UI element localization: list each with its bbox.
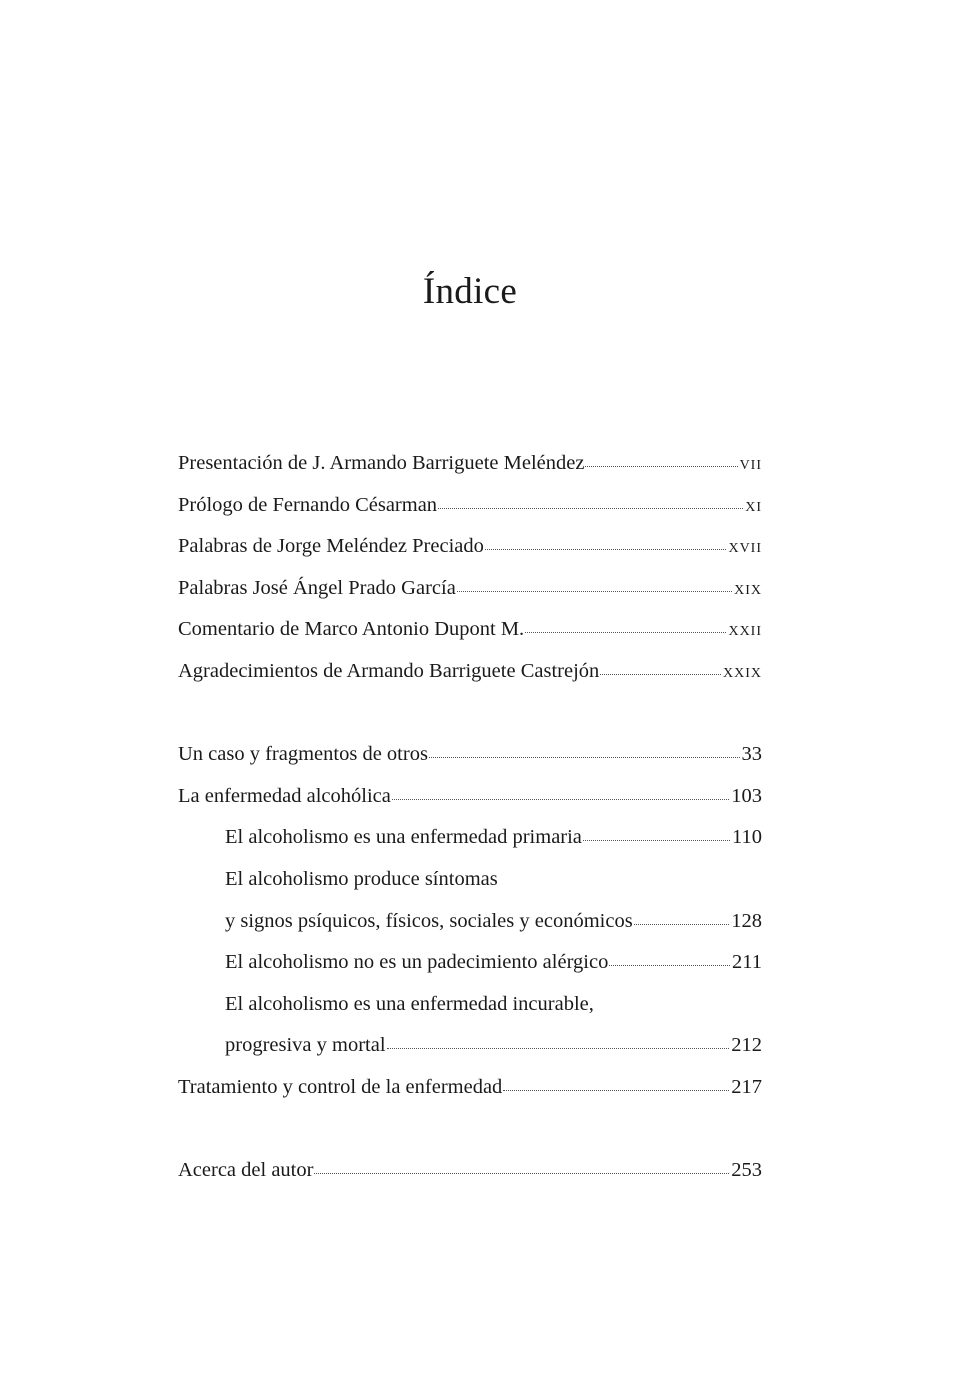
toc-page-number: 212 xyxy=(731,1034,762,1057)
toc-subentry[interactable] xyxy=(178,1025,762,1067)
dot-leader xyxy=(525,632,726,633)
toc-entry[interactable] xyxy=(178,651,762,693)
toc-page-number: 103 xyxy=(731,784,762,807)
toc-entry[interactable] xyxy=(178,526,762,568)
toc-subentry[interactable] xyxy=(178,901,762,943)
toc-entry-label: Un caso y fragmentos de otros xyxy=(178,743,428,766)
dot-leader xyxy=(503,1090,729,1091)
toc-entry-label: Acerca del autor xyxy=(178,1159,314,1182)
toc-entry[interactable] xyxy=(178,776,762,818)
dot-leader xyxy=(438,508,743,509)
table-of-contents xyxy=(178,443,762,1192)
toc-page-number: 217 xyxy=(731,1075,762,1098)
dot-leader xyxy=(392,799,729,800)
dot-leader xyxy=(457,591,732,592)
toc-page-number: 33 xyxy=(741,743,762,766)
toc-page-number: 211 xyxy=(732,951,762,974)
toc-entry[interactable] xyxy=(178,443,762,485)
dot-leader xyxy=(485,549,727,550)
toc-page-number: vii xyxy=(739,452,762,474)
dot-leader xyxy=(314,1173,729,1174)
dot-leader xyxy=(583,840,730,841)
toc-entry-label: El alcoholismo produce síntomas xyxy=(225,867,498,890)
toc-entry-label: El alcoholismo es una enfermedad primaria xyxy=(225,826,582,849)
toc-page-number: xix xyxy=(734,576,762,599)
dot-leader xyxy=(609,965,730,966)
toc-entry-label: Tratamiento y control de la enfermedad xyxy=(178,1075,503,1098)
page-title: Índice xyxy=(422,271,518,312)
toc-subentry[interactable] xyxy=(178,817,762,859)
toc-entry[interactable] xyxy=(178,609,762,651)
toc-entry-label: El alcoholismo no es un padecimiento alérgico xyxy=(225,951,609,974)
toc-entry[interactable] xyxy=(178,734,762,776)
toc-entry-label: y signos psíquicos, físicos, sociales y económicos xyxy=(225,909,633,932)
toc-entry-label: Prólogo de Fernando Césarman xyxy=(178,493,438,516)
section-spacer xyxy=(178,693,762,735)
toc-entry-label: La enfermedad alcohólica xyxy=(178,784,391,807)
toc-page-number: xxix xyxy=(723,659,762,682)
toc-subentry[interactable] xyxy=(178,942,762,984)
dot-leader xyxy=(429,757,740,758)
dot-leader xyxy=(600,674,721,675)
toc-subentry-line[interactable] xyxy=(178,859,762,901)
toc-entry-label: Presentación de J. Armando Barriguete Meléndez xyxy=(178,452,585,474)
toc-page-number: xxii xyxy=(728,618,762,641)
toc-page-number: 128 xyxy=(731,909,762,932)
toc-subentry-line[interactable] xyxy=(178,984,762,1026)
toc-entry-label: progresiva y mortal xyxy=(225,1034,386,1057)
toc-entry-label: Comentario de Marco Antonio Dupont M. xyxy=(178,618,525,641)
section-spacer xyxy=(178,1109,762,1151)
toc-entry[interactable] xyxy=(178,568,762,610)
toc-page-number: xi xyxy=(745,493,762,516)
toc-entry[interactable] xyxy=(178,1067,762,1109)
toc-entry-label: Palabras de Jorge Meléndez Preciado xyxy=(178,535,484,558)
toc-entry-label: El alcoholismo es una enfermedad incurable, xyxy=(225,992,594,1015)
toc-page-number: 253 xyxy=(731,1159,762,1182)
dot-leader xyxy=(387,1048,730,1049)
dot-leader xyxy=(634,924,730,925)
toc-entry-label: Palabras José Ángel Prado García xyxy=(178,576,456,599)
toc-entry-label: Agradecimientos de Armando Barriguete Castrejón xyxy=(178,659,600,682)
toc-entry[interactable] xyxy=(178,1150,762,1192)
toc-entry[interactable] xyxy=(178,485,762,527)
dot-leader xyxy=(585,466,737,467)
toc-page-number: 110 xyxy=(732,826,762,849)
toc-page-number: xvii xyxy=(728,535,762,558)
